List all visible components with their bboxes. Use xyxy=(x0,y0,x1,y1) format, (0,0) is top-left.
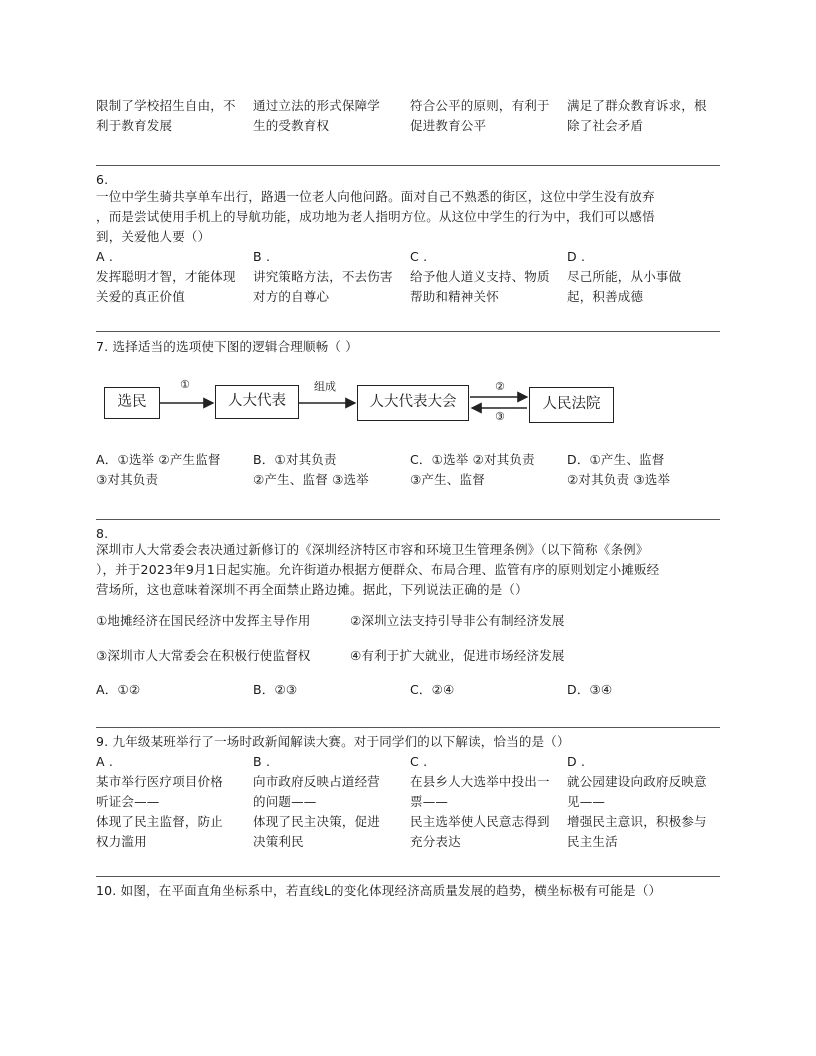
box-voters: 选民 xyxy=(104,387,160,419)
q6-option-a-letter: A . xyxy=(96,249,114,264)
q8-option-a: A．①② xyxy=(96,682,141,697)
divider xyxy=(96,876,720,877)
q8-number: 8. xyxy=(96,526,109,541)
q7-option-a: A．①选举 ②产生监督 ③对其负责 xyxy=(96,452,221,487)
q6-number: 6. xyxy=(96,172,109,187)
q6-option-c-letter: C . xyxy=(410,249,428,264)
q8-statement-2: ②深圳立法支持引导非公有制经济发展 xyxy=(350,613,565,628)
box-deputies: 人大代表 xyxy=(215,385,299,419)
divider xyxy=(96,331,720,332)
q6-option-a xyxy=(96,247,253,307)
label-3: ③ xyxy=(495,410,505,423)
q5-option-c: 符合公平的原则，有利于 促进教育公平 xyxy=(410,98,550,133)
q9-option-d-text: 就公园建设向政府反映意 见—— 增强民主意识，积极参与 民主生活 xyxy=(567,774,707,849)
q7-options xyxy=(96,450,726,490)
q6-option-b-text: 讲究策略方法，不去伤害 对方的自尊心 xyxy=(253,269,393,304)
q8-statement-3: ③深圳市人大常委会在积极行使监督权 xyxy=(96,648,311,663)
divider xyxy=(96,165,720,166)
divider xyxy=(96,727,720,728)
q9-option-b xyxy=(253,752,410,852)
q9-option-c-letter: C . xyxy=(410,754,428,769)
q6-option-d-text: 尽己所能，从小事做 起，积善成德 xyxy=(567,269,682,304)
q6-options xyxy=(96,247,726,307)
q8-statement-1: ①地摊经济在国民经济中发挥主导作用 xyxy=(96,613,311,628)
q5-option-a: 限制了学校招生自由，不 利于教育发展 xyxy=(96,98,236,133)
q9-option-c-text: 在县乡人大选举中投出一 票—— 民主选举使人民意志得到 充分表达 xyxy=(410,774,550,849)
q8-stem: 深圳市人大常委会表决通过新修订的《深圳经济特区市容和环境卫生管理条例》（以下简称《条例》 ），并于2023年9月1日起实施。允许街道办根据方便群众、布局合理、监管有序的原则划定小摊贩经 营场所，这也意味着深圳不再全面禁止路边摊。据此，下列说法正确的是（） xyxy=(96,542,660,597)
q9-stem: 9. 九年级某班举行了一场时政新闻解读大赛。对于同学们的以下解读，恰当的是（） xyxy=(96,734,570,749)
q9-option-a xyxy=(96,752,253,852)
box-congress: 人大代表大会 xyxy=(357,385,469,421)
q10-stem: 10. 如图，在平面直角坐标系中，若直线L的变化体现经济高质量发展的趋势，横坐标极有可能是（） xyxy=(96,883,662,898)
q6-stem: 一位中学生骑共享单车出行，路遇一位老人向他问路。面对自己不熟悉的街区，这位中学生没有放弃 ，而是尝试使用手机上的导航功能，成功地为老人指明方位。从这位中学生的行为中，我们可以感悟 到，关爱他人要（） xyxy=(96,189,655,244)
q9-option-c xyxy=(410,752,567,852)
diagram-arrows xyxy=(96,370,626,440)
label-1: ① xyxy=(180,378,190,391)
q5-options xyxy=(96,96,726,136)
q5-option-d: 满足了群众教育诉求，根 除了社会矛盾 xyxy=(567,98,707,133)
q6-option-d xyxy=(567,247,724,307)
label-2: ② xyxy=(495,380,505,393)
q9-option-b-letter: B . xyxy=(253,754,271,769)
q9-option-a-text: 某市举行医疗项目价格 听证会—— 体现了民主监督，防止 权力滥用 xyxy=(96,774,224,849)
q9-options xyxy=(96,752,726,852)
q7-option-c: C．①选举 ②对其负责 ③产生、监督 xyxy=(410,452,535,487)
q6-option-b xyxy=(253,247,410,307)
q6-option-d-letter: D . xyxy=(567,249,586,264)
q7-option-b: B．①对其负责 ②产生、监督 ③选举 xyxy=(253,452,369,487)
q8-option-b: B．②③ xyxy=(253,682,298,697)
q9-option-d xyxy=(567,752,724,852)
box-court: 人民法院 xyxy=(529,387,614,423)
q6-option-b-letter: B . xyxy=(253,249,271,264)
divider xyxy=(96,519,720,520)
q8-options xyxy=(96,680,726,700)
q9-option-d-letter: D . xyxy=(567,754,586,769)
q9-option-a-letter: A . xyxy=(96,754,114,769)
q6-option-a-text: 发挥聪明才智，才能体现 关爱的真正价值 xyxy=(96,269,236,304)
q8-option-c: C．②④ xyxy=(410,682,455,697)
q6-option-c-text: 给予他人道义支持、物质 帮助和精神关怀 xyxy=(410,269,550,304)
q8-statement-4: ④有利于扩大就业，促进市场经济发展 xyxy=(350,648,565,663)
q7-option-d: D．①产生、监督 ②对其负责 ③选举 xyxy=(567,452,671,487)
label-mid: 组成 xyxy=(314,380,336,393)
q7-stem: 7. 选择适当的选项使下图的逻辑合理顺畅（ ） xyxy=(96,339,358,354)
q5-option-b: 通过立法的形式保障学 生的受教育权 xyxy=(253,98,381,133)
q9-option-b-text: 向市政府反映占道经营 的问题—— 体现了民主决策，促进 决策利民 xyxy=(253,774,381,849)
q6-option-c xyxy=(410,247,567,307)
q8-option-d: D．③④ xyxy=(567,682,613,697)
